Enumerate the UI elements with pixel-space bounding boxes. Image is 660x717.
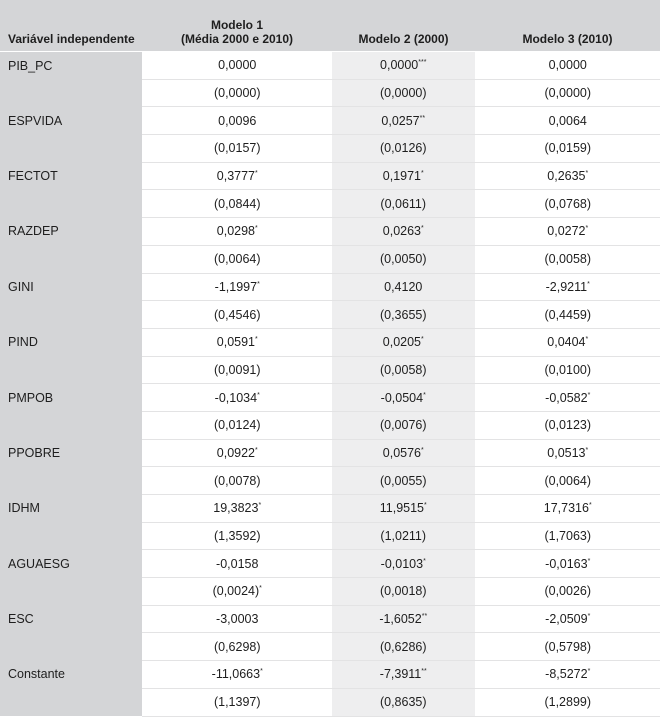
variable-name-cell <box>0 411 142 439</box>
coefficient-value: -7,3911 <box>379 667 422 682</box>
significance-marker: * <box>585 336 589 344</box>
coefficient-value: (0,0000) <box>213 86 261 101</box>
coefficient-value: 17,7316 <box>543 501 589 516</box>
coefficient-value: (0,0050) <box>379 252 427 267</box>
model-1-value-cell <box>142 52 332 80</box>
coefficient-value: 0,0298 <box>216 224 255 239</box>
coefficient-value: (0,6286) <box>379 639 427 654</box>
significance-marker: ** <box>421 668 427 676</box>
model-2-value-cell <box>332 495 475 523</box>
model-3-value-cell <box>475 384 660 412</box>
variable-name-cell: RAZDEP <box>0 218 142 246</box>
model-2-value-cell <box>332 135 475 163</box>
model-2-value-cell <box>332 107 475 135</box>
coefficient-value: (0,0123) <box>544 418 592 433</box>
coefficient-value: (0,3655) <box>379 307 427 322</box>
coefficient-value: -8,5272 <box>545 667 588 682</box>
coefficient-value: (0,0126) <box>379 141 427 156</box>
variable-name-cell <box>0 135 142 163</box>
model-1-value-cell <box>142 439 332 467</box>
coefficient-value: (0,6298) <box>213 639 261 654</box>
table-row <box>0 522 660 550</box>
table-row <box>0 605 660 633</box>
coefficient-value: (1,1397) <box>213 695 261 710</box>
coefficient-value: 0,1971 <box>382 169 421 184</box>
model-2-value-cell <box>332 633 475 661</box>
model-1-value-cell <box>142 135 332 163</box>
model-2-value-cell <box>332 52 475 80</box>
model-1-value-cell <box>142 411 332 439</box>
header-model-1-title: Modelo 1 <box>210 18 263 32</box>
significance-marker: ** <box>419 114 426 122</box>
significance-marker: * <box>257 280 260 288</box>
significance-marker: * <box>587 613 591 621</box>
significance-marker: * <box>257 391 260 399</box>
table-row <box>0 633 660 661</box>
header-model-3: Modelo 3 (2010) <box>475 0 660 52</box>
coefficient-value: (0,0100) <box>544 362 592 377</box>
model-1-value-cell <box>142 688 332 716</box>
coefficient-value: 0,0404 <box>547 335 586 350</box>
model-1-value-cell <box>142 550 332 578</box>
table-row <box>0 356 660 384</box>
coefficient-value: (0,0064) <box>213 252 261 267</box>
table-row <box>0 550 660 578</box>
model-3-value-cell <box>475 218 660 246</box>
model-1-value-cell <box>142 162 332 190</box>
model-2-value-cell <box>332 190 475 218</box>
coefficient-value: (0,0611) <box>380 196 427 211</box>
model-1-value-cell <box>142 79 332 107</box>
variable-name-cell <box>0 79 142 107</box>
coefficient-value: (0,0124) <box>213 418 261 433</box>
significance-marker: * <box>587 668 591 676</box>
variable-name-cell <box>0 633 142 661</box>
model-3-value-cell <box>475 79 660 107</box>
table-body <box>0 52 660 717</box>
coefficient-value: -0,1034 <box>214 390 258 405</box>
coefficient-value: 0,0000 <box>548 58 587 73</box>
model-1-value-cell <box>142 522 332 550</box>
model-2-value-cell <box>332 578 475 606</box>
model-1-value-cell <box>142 661 332 689</box>
table-header-row <box>0 0 660 52</box>
coefficient-value: 0,3777 <box>216 169 255 184</box>
model-1-value-cell <box>142 245 332 273</box>
coefficient-value: -1,1997 <box>214 279 258 294</box>
model-2-value-cell <box>332 79 475 107</box>
coefficient-value: -1,6052 <box>379 612 422 627</box>
coefficient-value: (0,0000) <box>379 86 427 101</box>
significance-marker: * <box>258 502 262 510</box>
coefficient-value: -11,0663 <box>211 667 261 682</box>
model-3-value-cell <box>475 301 660 329</box>
coefficient-value: (0,0058) <box>379 362 427 377</box>
coefficient-value: -0,0158 <box>216 556 259 571</box>
model-1-value-cell <box>142 107 332 135</box>
model-3-value-cell <box>475 605 660 633</box>
model-1-value-cell <box>142 467 332 495</box>
model-1-value-cell <box>142 384 332 412</box>
model-1-value-cell <box>142 495 332 523</box>
variable-name-cell: PIND <box>0 328 142 356</box>
coefficient-value: 0,0263 <box>382 224 421 239</box>
variable-name-cell: Constante <box>0 661 142 689</box>
model-3-value-cell <box>475 661 660 689</box>
coefficient-value: (0,0064) <box>544 473 592 488</box>
coefficient-value: -0,0504 <box>380 390 424 405</box>
coefficient-value: 0,0000 <box>380 58 419 73</box>
variable-name-cell <box>0 467 142 495</box>
model-3-value-cell <box>475 688 660 716</box>
model-2-value-cell <box>332 245 475 273</box>
variable-name-cell: ESPVIDA <box>0 107 142 135</box>
variable-name-cell: GINI <box>0 273 142 301</box>
significance-marker: * <box>255 446 258 454</box>
table-row <box>0 190 660 218</box>
significance-marker: * <box>585 225 589 233</box>
variable-name-cell: ESC <box>0 605 142 633</box>
model-1-value-cell <box>142 218 332 246</box>
model-1-value-cell <box>142 633 332 661</box>
model-3-value-cell <box>475 245 660 273</box>
coefficient-value: 0,0591 <box>216 335 255 350</box>
significance-marker: * <box>259 585 262 593</box>
coefficient-value: 0,2635 <box>547 169 586 184</box>
header-variable: Variável independente <box>0 0 142 52</box>
significance-marker: * <box>421 446 424 454</box>
coefficient-value: 0,0000 <box>218 58 257 73</box>
model-2-value-cell <box>332 411 475 439</box>
table-row <box>0 328 660 356</box>
coefficient-value: 0,0513 <box>547 445 586 460</box>
table-row <box>0 384 660 412</box>
table-row <box>0 578 660 606</box>
coefficient-value: (0,0768) <box>544 196 592 211</box>
coefficient-value: (1,2899) <box>544 695 592 710</box>
variable-name-cell: IDHM <box>0 495 142 523</box>
coefficient-value: (0,0018) <box>379 584 427 599</box>
significance-marker: * <box>587 391 591 399</box>
variable-name-cell: PMPOB <box>0 384 142 412</box>
model-3-value-cell <box>475 190 660 218</box>
model-3-value-cell <box>475 495 660 523</box>
coefficient-value: (0,0091) <box>213 362 261 377</box>
coefficient-value: 0,4120 <box>384 279 423 294</box>
significance-marker: * <box>423 391 426 399</box>
significance-marker: * <box>255 170 258 178</box>
coefficient-value: (0,0000) <box>544 86 592 101</box>
model-1-value-cell <box>142 605 332 633</box>
table-row <box>0 135 660 163</box>
model-1-value-cell <box>142 301 332 329</box>
model-1-value-cell <box>142 328 332 356</box>
significance-marker: * <box>421 336 424 344</box>
model-2-value-cell <box>332 301 475 329</box>
table-row <box>0 467 660 495</box>
model-1-value-cell <box>142 273 332 301</box>
model-2-value-cell <box>332 439 475 467</box>
variable-name-cell <box>0 301 142 329</box>
table-row <box>0 439 660 467</box>
coefficient-value: 0,0064 <box>548 113 587 128</box>
model-3-value-cell <box>475 356 660 384</box>
model-3-value-cell <box>475 52 660 80</box>
model-2-value-cell <box>332 273 475 301</box>
coefficient-value: (0,0076) <box>379 418 427 433</box>
significance-marker: * <box>587 280 590 288</box>
table-row <box>0 495 660 523</box>
coefficient-value: (0,0026) <box>544 584 592 599</box>
coefficient-value: (0,0159) <box>544 141 592 156</box>
table-row <box>0 218 660 246</box>
model-3-value-cell <box>475 328 660 356</box>
coefficient-value: 0,0272 <box>547 224 586 239</box>
coefficient-value: -0,0103 <box>380 556 424 571</box>
model-2-value-cell <box>332 467 475 495</box>
model-2-value-cell <box>332 550 475 578</box>
variable-name-cell <box>0 522 142 550</box>
model-3-value-cell <box>475 273 660 301</box>
table-row <box>0 301 660 329</box>
coefficient-value: -3,0003 <box>216 612 259 627</box>
variable-name-cell: FECTOT <box>0 162 142 190</box>
model-2-value-cell <box>332 522 475 550</box>
coefficient-value: 0,0205 <box>382 335 421 350</box>
significance-marker: * <box>585 446 589 454</box>
variable-name-cell: PIB_PC <box>0 52 142 80</box>
model-1-value-cell <box>142 356 332 384</box>
table-row <box>0 273 660 301</box>
coefficient-value: 0,0257 <box>381 113 420 128</box>
model-1-value-cell <box>142 578 332 606</box>
header-model-1 <box>142 0 332 52</box>
model-2-value-cell <box>332 384 475 412</box>
header-model-2: Modelo 2 (2000) <box>332 0 475 52</box>
table-row <box>0 162 660 190</box>
coefficient-value: 0,0922 <box>216 445 255 460</box>
significance-marker: * <box>587 557 591 565</box>
model-1-value-cell <box>142 190 332 218</box>
model-2-value-cell <box>332 605 475 633</box>
coefficient-value: (1,3592) <box>213 529 261 544</box>
table-row <box>0 661 660 689</box>
significance-marker: *** <box>418 59 427 67</box>
table-row <box>0 79 660 107</box>
model-2-value-cell <box>332 328 475 356</box>
model-2-value-cell <box>332 356 475 384</box>
coefficient-value: (0,0024) <box>212 584 260 599</box>
table-row <box>0 245 660 273</box>
coefficient-value: (0,0157) <box>213 141 261 156</box>
table-row <box>0 688 660 716</box>
variable-name-cell <box>0 245 142 273</box>
coefficient-value: (0,0058) <box>544 252 592 267</box>
significance-marker: * <box>255 336 258 344</box>
model-3-value-cell <box>475 107 660 135</box>
variable-name-cell <box>0 688 142 716</box>
coefficient-value: (0,4546) <box>213 307 261 322</box>
table-row <box>0 52 660 80</box>
coefficient-value: 0,0576 <box>382 445 421 460</box>
significance-marker: * <box>421 225 424 233</box>
model-3-value-cell <box>475 522 660 550</box>
model-3-value-cell <box>475 439 660 467</box>
model-2-value-cell <box>332 218 475 246</box>
significance-marker: * <box>588 502 592 510</box>
model-3-value-cell <box>475 162 660 190</box>
coefficient-value: 0,0096 <box>218 113 257 128</box>
coefficient-value: 11,9515 <box>379 501 425 516</box>
significance-marker: * <box>260 668 263 676</box>
coefficient-value: (0,5798) <box>544 639 592 654</box>
significance-marker: * <box>424 502 427 510</box>
coefficient-value: 19,3823 <box>213 501 259 516</box>
coefficient-value: (1,7063) <box>544 529 592 544</box>
model-2-value-cell <box>332 661 475 689</box>
coefficient-value: -2,9211 <box>545 279 588 294</box>
model-3-value-cell <box>475 578 660 606</box>
model-3-value-cell <box>475 467 660 495</box>
coefficient-value: (0,0078) <box>213 473 261 488</box>
variable-name-cell <box>0 190 142 218</box>
table-row <box>0 411 660 439</box>
coefficient-value: (1,0211) <box>380 529 427 544</box>
coefficient-value: -0,0582 <box>545 390 588 405</box>
significance-marker: * <box>255 225 258 233</box>
significance-marker: * <box>423 557 426 565</box>
significance-marker: ** <box>421 613 428 621</box>
model-2-value-cell <box>332 688 475 716</box>
model-3-value-cell <box>475 411 660 439</box>
coefficient-value: -2,0509 <box>545 612 588 627</box>
variable-name-cell: AGUAESG <box>0 550 142 578</box>
variable-name-cell: PPOBRE <box>0 439 142 467</box>
coefficient-value: (0,0055) <box>379 473 427 488</box>
coefficient-value: (0,0844) <box>213 196 261 211</box>
coefficient-value: (0,4459) <box>544 307 592 322</box>
model-3-value-cell <box>475 550 660 578</box>
coefficient-value: (0,8635) <box>379 695 427 710</box>
coefficient-value: -0,0163 <box>545 556 588 571</box>
significance-marker: * <box>421 170 424 178</box>
model-3-value-cell <box>475 135 660 163</box>
model-2-value-cell <box>332 162 475 190</box>
model-3-value-cell <box>475 633 660 661</box>
table-row <box>0 107 660 135</box>
significance-marker: * <box>585 170 589 178</box>
variable-name-cell <box>0 356 142 384</box>
variable-name-cell <box>0 578 142 606</box>
header-model-1-subtitle: (Média 2000 e 2010) <box>180 32 294 46</box>
